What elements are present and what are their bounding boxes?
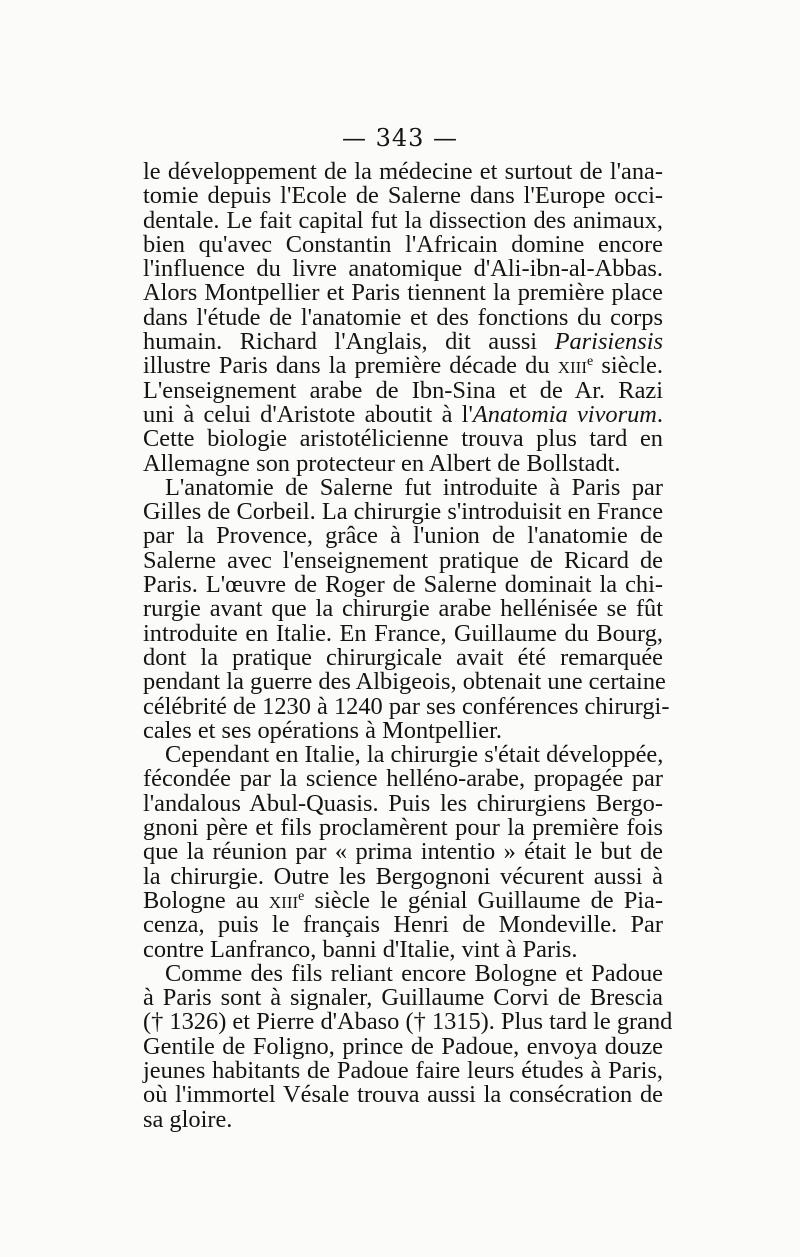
body-text [143, 158, 673, 1133]
text-line: Salerne avec l'enseignement pratique de Ricard de [143, 546, 663, 574]
text-line: où l'immortel Vésale trouva aussi la consécration de [143, 1081, 663, 1109]
text-line: fécondée par la science helléno-arabe, propagée par [143, 765, 663, 793]
text-line: introduite en Italie. En France, Guillaume du Bourg, [143, 619, 663, 647]
text-line: pendant la guerre des Albigeois, obtenait une certaine [143, 668, 666, 696]
text-line: célébrité de 1230 à 1240 par ses conférences chirurgi- [143, 692, 670, 720]
text-line: l'influence du livre anatomique d'Ali-ibn-al-Abbas. [143, 255, 663, 283]
text-line: dentale. Le fait capital fut la dissection des animaux, [143, 206, 663, 234]
text-line: bien qu'avec Constantin l'Africain domine encore [143, 230, 663, 258]
text-line: Bologne au xiii$^e$ siècle le génial Guillaume de Pia- [143, 886, 663, 914]
text-line: à Paris sont à signaler, Guillaume Corvi de Brescia [143, 984, 663, 1012]
text-line: Comme des fils reliant encore Bologne et Padoue [165, 959, 663, 987]
text-line: Gilles de Corbeil. La chirurgie s'introduisit en France [143, 498, 664, 526]
text-line: L'enseignement arabe de Ibn-Sina et de Ar. Razi [143, 376, 663, 404]
text-line: († 1326) et Pierre d'Abaso († 1315). Plus tard le grand [143, 1008, 673, 1036]
text-line: l'andalous Abul-Quasis. Puis les chirurgiens Bergo- [143, 789, 663, 817]
text-line: Gentile de Foligno, prince de Padoue, envoya douze [143, 1032, 663, 1060]
text-line: jeunes habitants de Padoue faire leurs études à Paris, [143, 1056, 663, 1084]
text-line: humain. Richard l'Anglais, dit aussi Parisiensis [143, 328, 663, 356]
text-line: sa gloire. [143, 1105, 233, 1133]
text-line: Cependant en Italie, la chirurgie s'était développée, [165, 741, 664, 769]
text-line: cales et ses opérations à Montpellier. [143, 716, 502, 744]
text-line: Paris. L'œuvre de Roger de Salerne dominait la chi- [143, 571, 663, 599]
text-line: rurgie avant que la chirurgie arabe hellénisée se fût [143, 595, 663, 623]
text-line: illustre Paris dans la première décade du xiii$^e$ siècle. [143, 352, 663, 380]
page-number: — 343 — [341, 124, 459, 152]
text-line: Alors Montpellier et Paris tiennent la première place [143, 279, 663, 307]
text-line: la chirurgie. Outre les Bergognoni vécurent aussi à [143, 862, 663, 890]
text-line: gnoni père et fils proclamèrent pour la première fois [143, 814, 663, 842]
text-line: contre Lanfranco, banni d'Italie, vint à Paris. [143, 935, 578, 963]
text-line: que la réunion par « prima intentio » était le but de [143, 838, 663, 866]
italic-term: Parisiensis [554, 328, 663, 356]
text-line: le développement de la médecine et surtout de l'ana- [143, 158, 663, 185]
text-line: dont la pratique chirurgicale avait été remarquée [143, 643, 663, 671]
text-line: Cette biologie aristotélicienne trouva plus tard en [143, 425, 663, 453]
text-line: par la Provence, grâce à l'union de l'anatomie de [143, 522, 663, 550]
text-line: uni à celui d'Aristote aboutit à l'Anatomia vivorum. [143, 400, 663, 428]
text-line: dans l'étude de l'anatomie et des fonctions du corps [143, 303, 663, 331]
text-line: tomie depuis l'Ecole de Salerne dans l'Europe occi- [143, 182, 663, 210]
italic-term: Anatomia vivorum [472, 400, 657, 428]
text-line: Allemagne son protecteur en Albert de Bollstadt. [143, 449, 621, 477]
text-line: cenza, puis le français Henri de Mondeville. Par [143, 911, 663, 939]
text-line: L'anatomie de Salerne fut introduite à Paris par [165, 473, 663, 501]
